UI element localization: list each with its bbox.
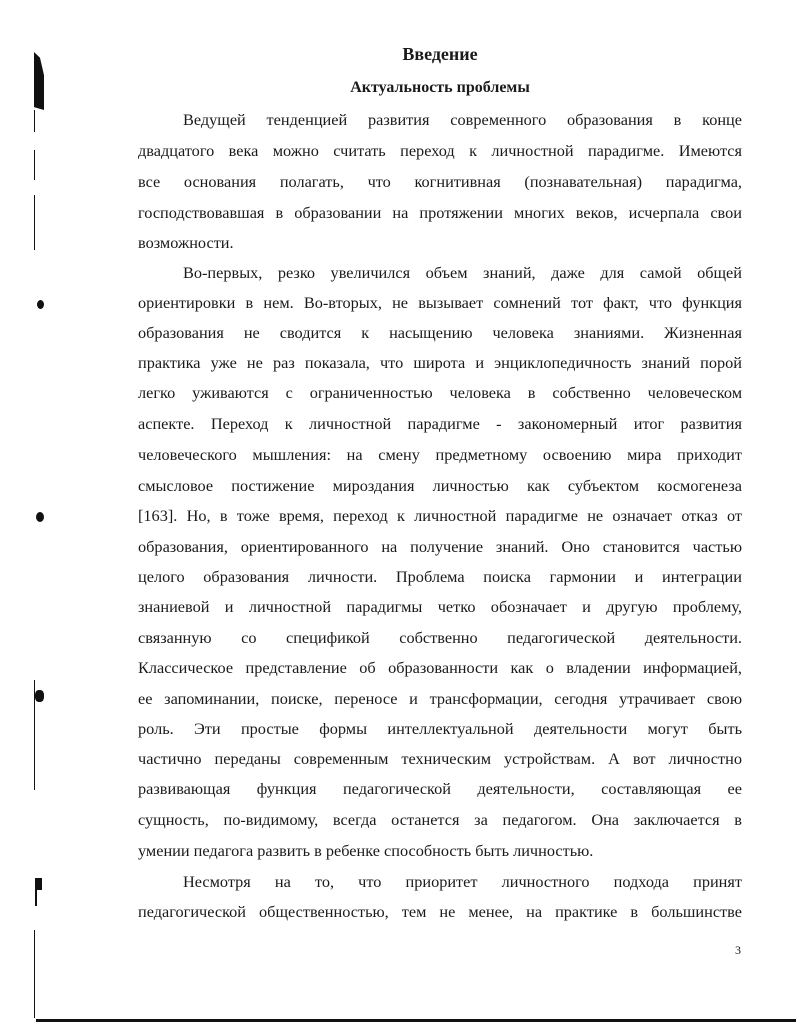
text-line: смысловое постижение мироздания личностью как субъектом космогенеза	[138, 476, 742, 495]
text-line: практика уже не раз показала, что широта и энциклопедичность знаний порой	[138, 353, 742, 372]
text-line: умении педагога развить в ребенке способность быть личностью.	[138, 841, 594, 860]
scan-artifact-dot	[37, 300, 44, 309]
text-line: частично переданы современным техническим устройствам. А вот личностно	[138, 749, 742, 768]
text-line: ориентировки в нем. Во-вторых, не вызывает сомнений тот факт, что функция	[138, 293, 742, 312]
scan-artifact-dot	[36, 512, 44, 522]
text-line: роль. Эти простые формы интеллектуальной деятельности могут быть	[138, 719, 742, 738]
text-line: возможности.	[138, 233, 234, 252]
text-line: ее запоминании, поиске, переносе и трансформации, сегодня утрачивает свою	[138, 689, 742, 708]
text-line: связанную со спецификой собственно педагогической деятельности.	[138, 628, 742, 647]
scan-artifact-line	[35, 888, 37, 906]
text-line: все основания полагать, что когнитивная (познавательная) парадигма,	[138, 172, 742, 191]
text-line: двадцатого века можно считать переход к личностной парадигме. Имеются	[138, 141, 742, 160]
text-line: сущность, по-видимому, всегда останется за педагогом. Она заключается в	[138, 810, 742, 829]
text-line: Классическое представление об образованности как о владении информацией,	[138, 658, 742, 677]
text-line: легко уживаются с ограниченностью человека в собственно человеческом	[138, 383, 742, 402]
text-line: образования, ориентированного на получение знаний. Оно становится частью	[138, 537, 742, 556]
text-line: педагогической общественностью, тем не менее, на практике в большинстве	[138, 902, 742, 921]
text-line: господствовавшая в образовании на протяжении многих веков, исчерпала свои	[138, 203, 742, 222]
scan-artifact-dot	[35, 690, 44, 702]
text-line: целого образования личности. Проблема поиска гармонии и интеграции	[138, 567, 742, 586]
scan-bottom-edge	[36, 1019, 796, 1022]
text-line: Ведущей тенденцией развития современного образования в конце	[183, 110, 742, 129]
scan-artifact-line	[34, 930, 35, 1018]
scan-artifact-line	[34, 110, 35, 132]
text-line: развивающая функция педагогической деятельности, составляющая ее	[138, 779, 742, 798]
text-line: человеческого мышления: на смену предметному освоению мира приходит	[138, 445, 742, 464]
text-line: Во-первых, резко увеличился объем знаний, даже для самой общей	[183, 263, 742, 282]
scan-artifact-line	[34, 195, 35, 250]
text-line: образования не сводится к насыщению человека знаниями. Жизненная	[138, 323, 742, 342]
text-line: Несмотря на то, что приоритет личностного подхода принят	[183, 872, 742, 891]
text-line: [163]. Но, в тоже время, переход к личностной парадигме не означает отказ от	[138, 506, 742, 525]
text-line: знаниевой и личностной парадигмы четко обозначает и другую проблему,	[138, 597, 742, 616]
scan-artifact-line	[34, 150, 35, 180]
page-title: Введение	[402, 44, 478, 64]
section-subtitle: Актуальность проблемы	[350, 79, 530, 96]
text-line: аспекте. Переход к личностной парадигме - закономерный итог развития	[138, 414, 742, 433]
page-number: 3	[735, 943, 741, 957]
scan-artifact-mark	[34, 52, 44, 110]
